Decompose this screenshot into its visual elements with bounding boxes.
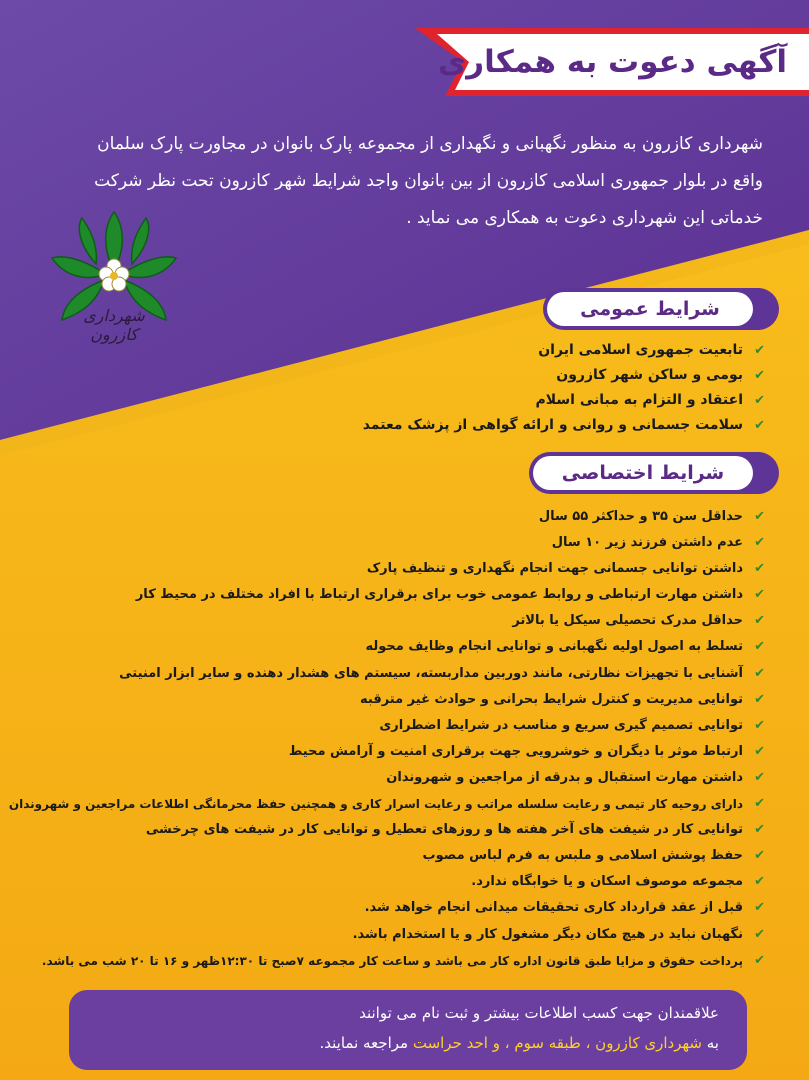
check-icon: ✔ — [754, 822, 765, 838]
list-item-text: حداقل سن ۳۵ و حداکثر ۵۵ سال — [538, 509, 743, 524]
list-item — [363, 413, 765, 438]
footer-line-2-suffix: مراجعه نمایند. — [319, 1034, 413, 1052]
list-item-text: بومی و ساکن شهر کازرون — [556, 367, 743, 383]
list-item-text: نگهبان نباید در هیچ مکان دیگر مشغول کار و یا استخدام باشد. — [352, 926, 743, 942]
list-item — [9, 713, 765, 739]
check-icon: ✔ — [754, 368, 765, 383]
list-item — [9, 661, 765, 687]
special-conditions-heading — [529, 452, 779, 494]
footer-line-2-prefix: به — [702, 1034, 719, 1052]
check-icon: ✔ — [754, 587, 765, 603]
list-item — [9, 556, 765, 582]
check-icon: ✔ — [754, 343, 765, 358]
list-item — [363, 338, 765, 363]
list-item — [9, 739, 765, 765]
check-icon: ✔ — [754, 717, 765, 733]
page-title: آگهی دعوت به همکاری — [437, 44, 787, 80]
footer-line-1: علاقمندان جهت کسب اطلاعات بیشتر و ثبت نام می توانند — [359, 1004, 719, 1022]
intro-line: شهرداری کازرون به منظور نگهبانی و نگهداری از مجموعه پارک بانوان در مجاورت پارک سلمان — [97, 134, 763, 154]
check-icon: ✔ — [754, 926, 765, 942]
list-item-text: ارتباط موثر با دیگران و خوشرویی جهت برقراری امنیت و آرامش محیط — [288, 743, 743, 759]
list-item-text: حفظ پوشش اسلامی و ملبس به فرم لباس مصوب — [422, 848, 743, 864]
list-item — [363, 363, 765, 388]
list-item-text: آشنایی با تجهیزات نظارتی، مانند دوربین مداربسته، سیستم های هشدار دهنده و سایر ابزار امنیتی — [119, 665, 743, 681]
special-conditions-list — [9, 504, 765, 974]
check-icon: ✔ — [754, 665, 765, 681]
list-item-text: قبل از عقد قرارداد کاری تحقیقات میدانی انجام خواهد شد. — [364, 900, 743, 916]
list-item — [9, 608, 765, 634]
list-item — [9, 582, 765, 608]
check-icon: ✔ — [754, 952, 765, 968]
list-item — [9, 817, 765, 843]
check-icon: ✔ — [754, 535, 765, 551]
check-icon: ✔ — [754, 393, 765, 408]
check-icon: ✔ — [754, 509, 765, 524]
list-item-text: سلامت جسمانی و روانی و ارائه گواهی از پزشک معتمد — [362, 417, 743, 433]
list-item — [9, 687, 765, 713]
special-conditions-heading-label: شرایط اختصاصی — [533, 456, 753, 490]
footer-line-2 — [89, 1028, 719, 1058]
list-item — [9, 948, 765, 974]
list-item-text: داشتن مهارت ارتباطی و روابط عمومی خوب برای برقراری ارتباط با افراد مختلف در محیط کار — [135, 587, 743, 603]
list-item-text: تسلط به اصول اولیه نگهبانی و توانایی انجام وظایف محوله — [365, 639, 743, 655]
list-item-text: پرداخت حقوق و مزایا طبق قانون اداره کار می باشد و ساعت کار مجموعه ۷صبح تا ۱۲:۳۰ظهر و ۱۶ تا ۲۰ شب می باشد. — [41, 953, 743, 968]
footer-address-highlight: شهرداری کازرون ، طبقه سوم ، و احد حراست — [412, 1034, 702, 1052]
check-icon: ✔ — [754, 613, 765, 629]
list-item — [363, 388, 765, 413]
check-icon: ✔ — [754, 639, 765, 655]
list-item-text: دارای روحیه کار تیمی و رعایت سلسله مراتب و رعایت اسرار کاری و همچنین حفظ محرمانگی اطلاعات مراجعین و شهروندان — [8, 797, 743, 812]
list-item-text: داشتن توانایی جسمانی جهت انجام نگهداری و تنظیف پارک — [366, 561, 743, 577]
contact-footer-box — [69, 990, 747, 1070]
check-icon: ✔ — [754, 769, 765, 785]
general-conditions-heading — [543, 288, 779, 330]
list-item — [9, 634, 765, 660]
list-item-text: عدم داشتن فرزند زیر ۱۰ سال — [551, 535, 743, 551]
list-item — [9, 791, 765, 817]
general-conditions-heading-label: شرایط عمومی — [547, 292, 753, 326]
general-conditions-list — [363, 338, 765, 438]
list-item — [9, 869, 765, 895]
check-icon: ✔ — [754, 418, 765, 433]
list-item — [9, 530, 765, 556]
check-icon: ✔ — [754, 796, 765, 812]
list-item — [9, 895, 765, 921]
logo-caption: شهرداری کازرون — [83, 306, 145, 344]
check-icon: ✔ — [754, 743, 765, 759]
check-icon: ✔ — [754, 561, 765, 577]
list-item-text: توانایی تصمیم گیری سریع و مناسب در شرایط اضطراری — [379, 717, 743, 733]
intro-line: واقع در بلوار جمهوری اسلامی کازرون از بین بانوان واجد شرایط شهر کازرون تحت نظر شرکت — [94, 171, 763, 191]
list-item-text: توانایی مدیریت و کنترل شرایط بحرانی و حوادث غیر مترقبه — [360, 691, 743, 707]
list-item — [9, 843, 765, 869]
intro-line: خدماتی این شهرداری دعوت به همکاری می نماید . — [406, 208, 763, 228]
contact-footer-text — [89, 998, 719, 1058]
list-item-text: اعتقاد و التزام به مبانی اسلام — [535, 392, 743, 408]
list-item-text: توانایی کار در شیفت های آخر هفته ها و روزهای تعطیل و توانایی کار در شیفت های چرخشی — [145, 822, 743, 838]
check-icon: ✔ — [754, 874, 765, 890]
list-item-text: مجموعه موصوف اسکان و یا خوابگاه ندارد. — [471, 874, 743, 890]
check-icon: ✔ — [754, 900, 765, 916]
list-item — [9, 765, 765, 791]
check-icon: ✔ — [754, 691, 765, 707]
list-item — [9, 504, 765, 530]
check-icon: ✔ — [754, 848, 765, 864]
list-item-text: تابعیت جمهوری اسلامی ایران — [538, 342, 743, 358]
list-item-text: داشتن مهارت استقبال و بدرقه از مراجعین و شهروندان — [386, 769, 743, 785]
list-item — [9, 922, 765, 948]
list-item-text: حداقل مدرک تحصیلی سیکل یا بالاتر — [512, 613, 743, 629]
